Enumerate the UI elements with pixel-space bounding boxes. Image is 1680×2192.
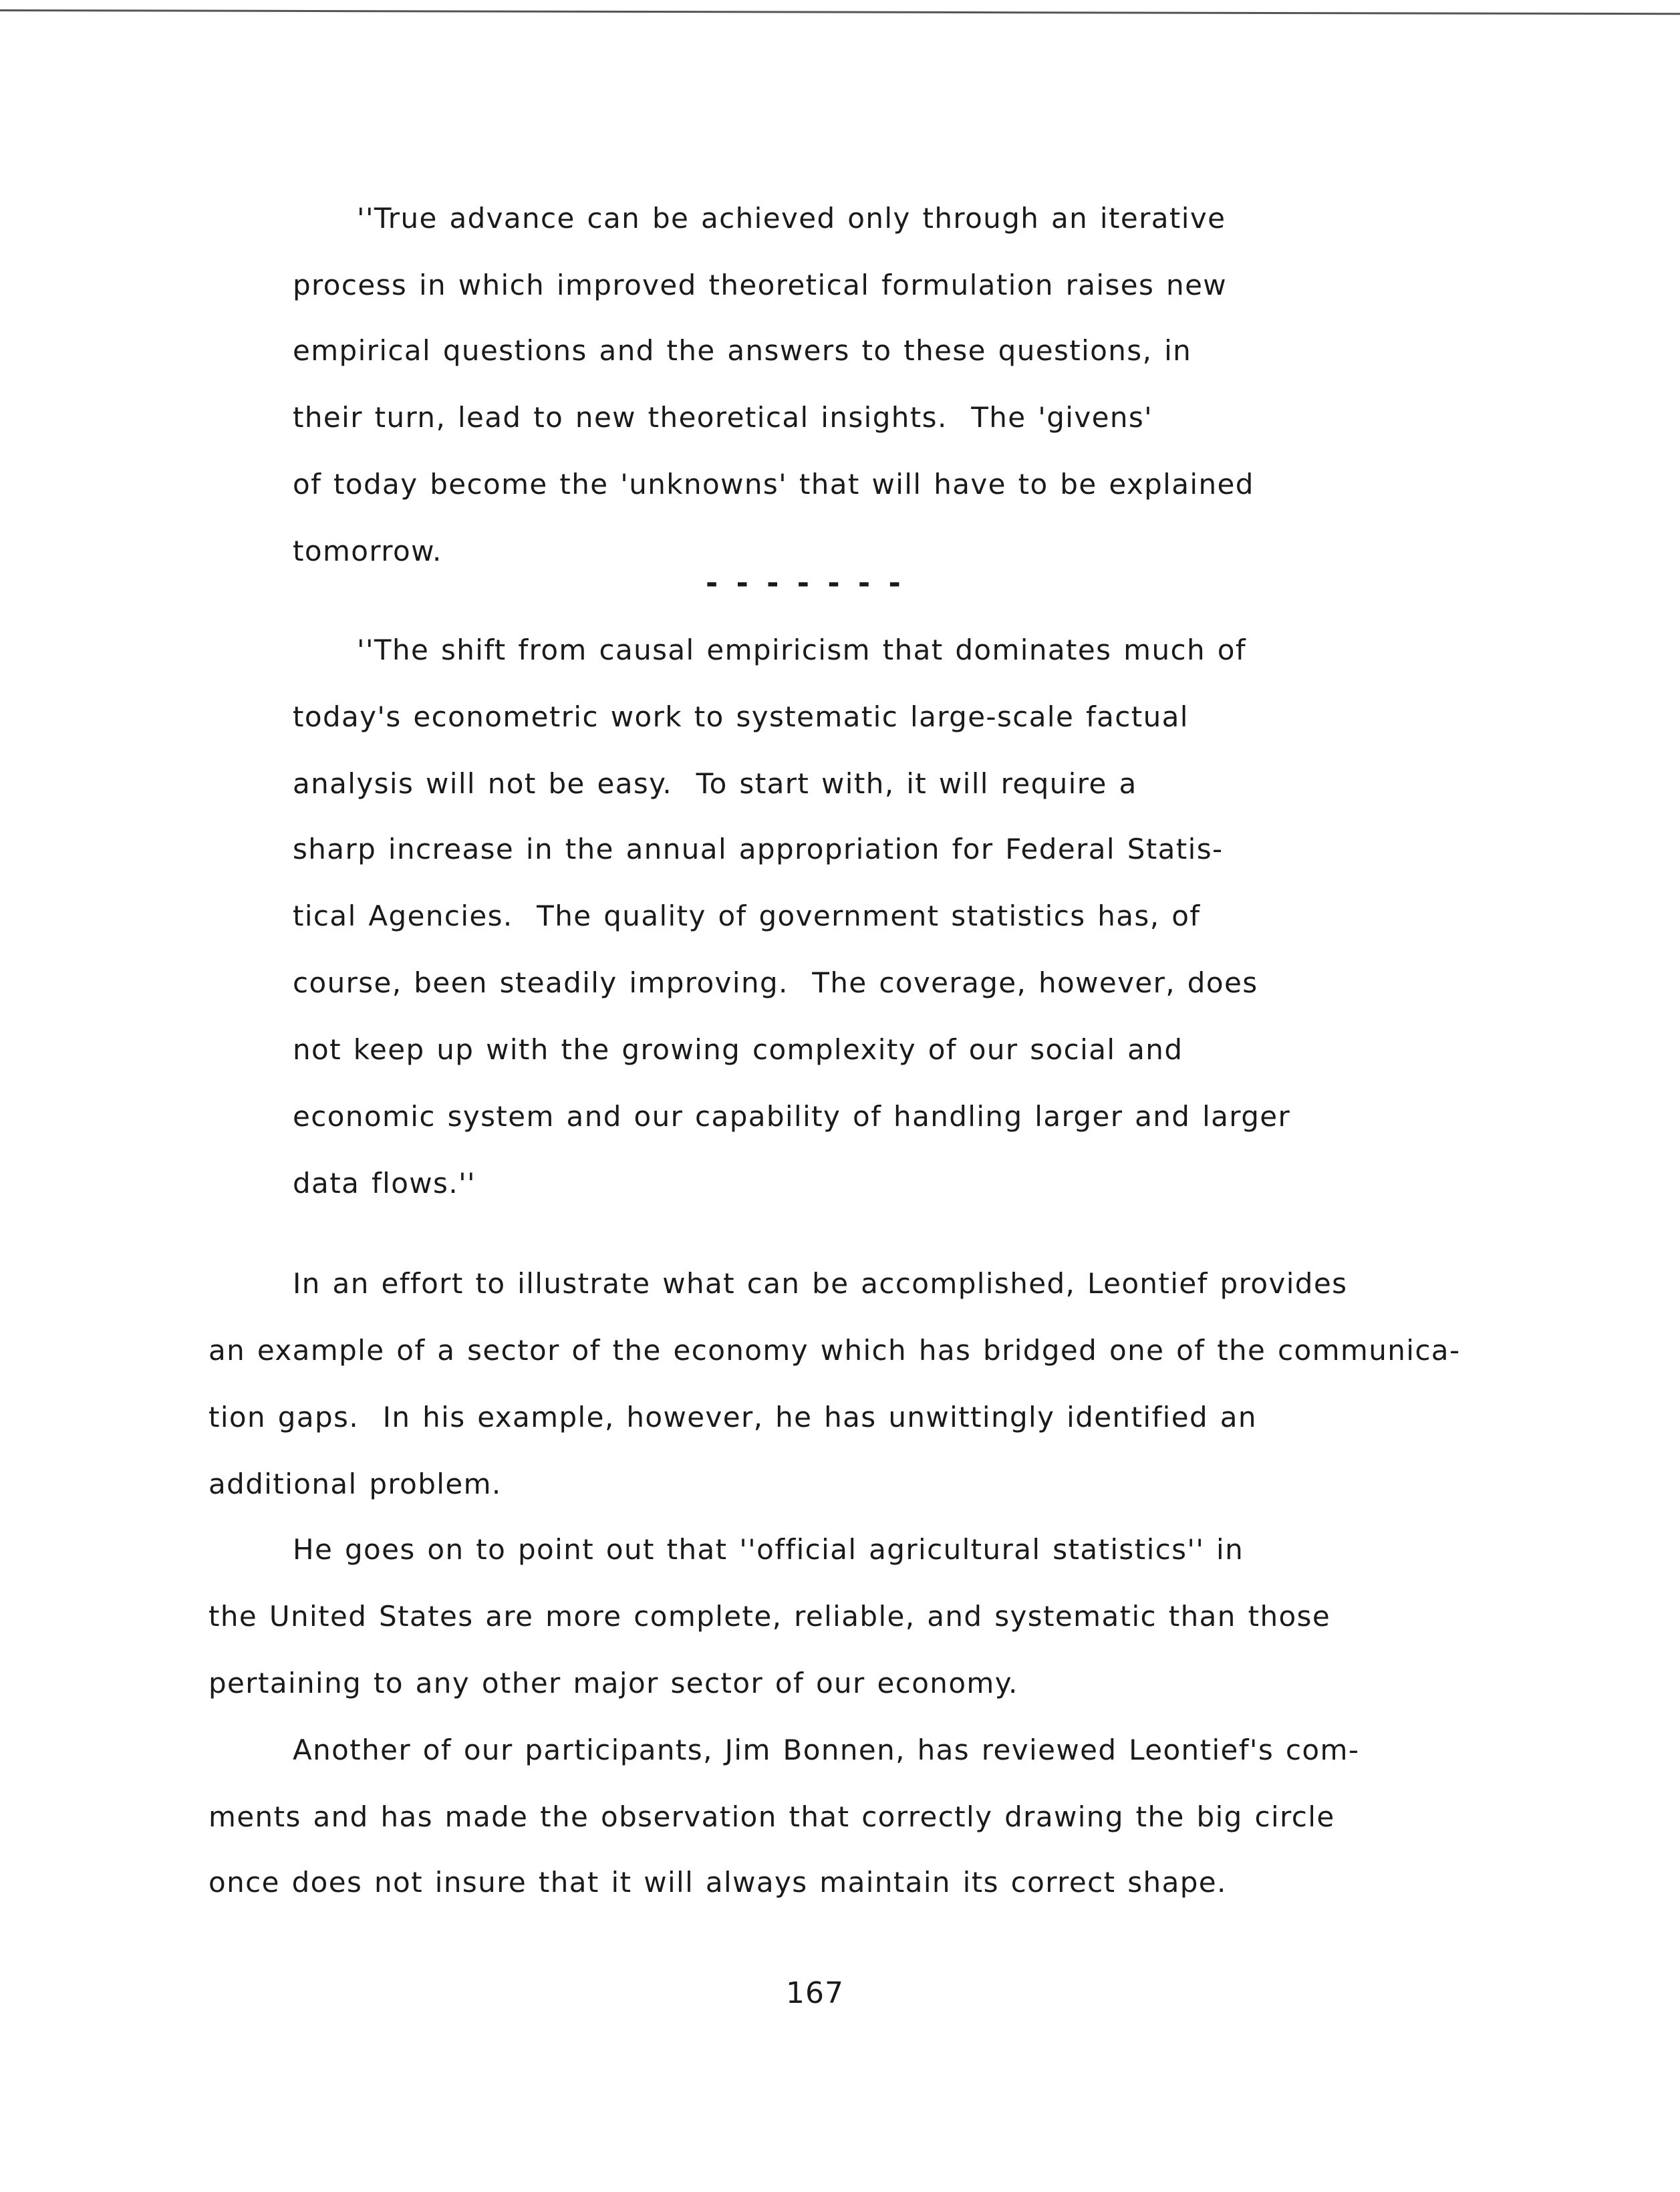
paragraph2-line: the United States are more complete, reliable, and systematic than those <box>208 1600 1331 1633</box>
paragraph3-line: once does not insure that it will always maintain its correct shape. <box>208 1866 1227 1899</box>
quote2-line: today's econometric work to systematic large-scale factual <box>293 700 1189 733</box>
paragraph1-line: an example of a sector of the economy which has bridged one of the communica- <box>208 1334 1461 1367</box>
page-number: 167 <box>786 1976 844 2010</box>
quote2-line: tical Agencies. The quality of government statistics has, of <box>293 900 1201 932</box>
paragraph2-line: He goes on to point out that ''official agricultural statistics'' in <box>293 1533 1244 1566</box>
paragraph1-line: tion gaps. In his example, however, he has unwittingly identified an <box>208 1401 1257 1433</box>
quote2-line: data flows.'' <box>293 1167 476 1200</box>
quote1-line: their turn, lead to new theoretical insights. The 'givens' <box>293 401 1153 434</box>
quote2-line: analysis will not be easy. To start with, it will require a <box>293 767 1137 800</box>
quote1-line: process in which improved theoretical formulation raises new <box>293 269 1228 301</box>
quote1-line: of today become the 'unknowns' that will have to be explained <box>293 468 1254 501</box>
quote1-line: ''True advance can be achieved only through an iterative <box>357 202 1226 235</box>
quote2-line: course, been steadily improving. The coverage, however, does <box>293 966 1258 999</box>
quote1-line: empirical questions and the answers to these questions, in <box>293 334 1192 367</box>
section-separator: - - - - - - - <box>706 566 905 600</box>
quote2-line: ''The shift from causal empiricism that dominates much of <box>357 634 1247 666</box>
quote1-line: tomorrow. <box>293 535 442 567</box>
quote2-line: not keep up with the growing complexity of our social and <box>293 1033 1183 1066</box>
paragraph3-line: Another of our participants, Jim Bonnen, has reviewed Leontief's com- <box>293 1734 1360 1766</box>
paragraph2-line: pertaining to any other major sector of our economy. <box>208 1667 1018 1699</box>
paragraph1-line: In an effort to illustrate what can be accomplished, Leontief provides <box>293 1267 1348 1300</box>
quote2-line: sharp increase in the annual appropriation for Federal Statis- <box>293 833 1224 865</box>
paragraph1-line: additional problem. <box>208 1468 502 1500</box>
quote2-line: economic system and our capability of handling larger and larger <box>293 1100 1291 1133</box>
paragraph3-line: ments and has made the observation that correctly drawing the big circle <box>208 1800 1335 1833</box>
